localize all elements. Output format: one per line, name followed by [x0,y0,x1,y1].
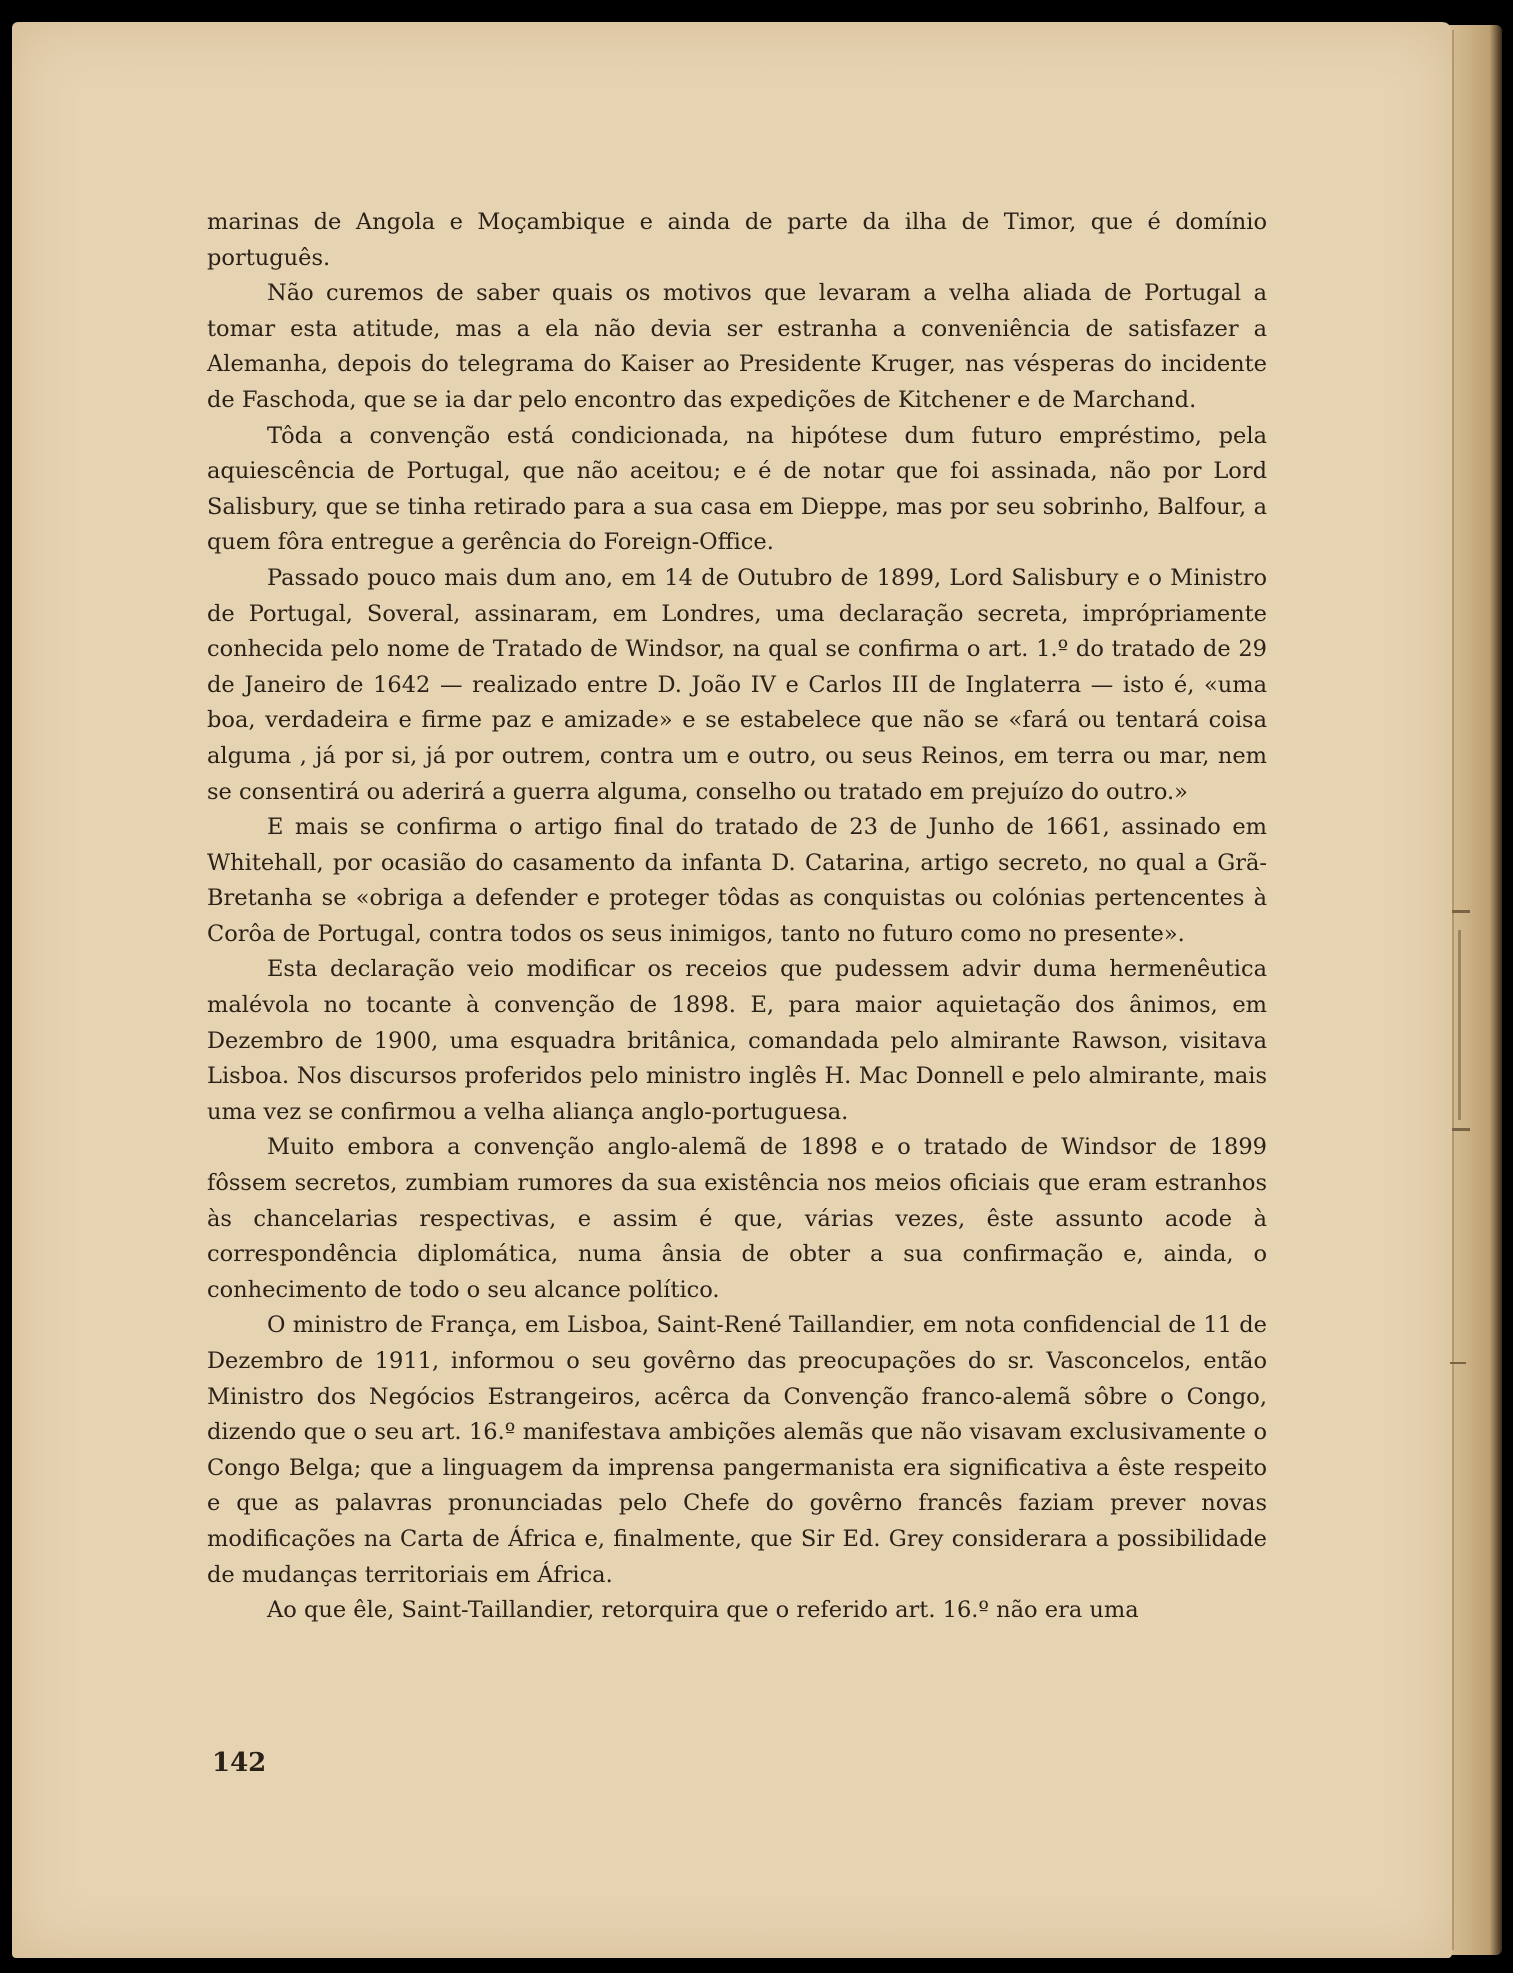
margin-mark-4 [1450,1362,1466,1364]
page-number: 142 [212,1748,267,1778]
margin-mark-1 [1452,910,1470,913]
paragraph-2: Não curemos de saber quais os motivos que levaram a velha aliada de Portugal a tomar esta atitude, mas a ela não devia ser estranha a conveniência de satisfazer a Alemanha, depois do telegrama do Kaiser ao Presidente Kruger, nas vésperas do incidente de Faschoda, que se ia dar pelo encontro das expedições de Kitchener e de Marchand. [207,280,1267,413]
paragraph-3: Tôda a convenção está condicionada, na hipótese dum futuro empréstimo, pela aquiescência de Portugal, que não aceitou; e é de notar que foi assinada, não por Lord Salisbury, que se tinha retirado para a sua casa em Dieppe, mas por seu sobrinho, Balfour, a quem fôra entregue a gerência do Foreign-Office. [207,422,1267,556]
paragraph-5: E mais se confirma o artigo final do tratado de 23 de Junho de 1661, assinado em Whitehall, por ocasião do casamento da infanta D. Catarina, artigo secreto, no qual a Grã-Bretanha se «obriga a defender e proteger tôdas as conquistas ou colónias pertencentes à Corôa de Portugal, contra todos os seus inimigos, tanto no futuro como no presente». [207,814,1267,947]
paragraph-1: marinas de Angola e Moçambique e ainda de parte da ilha de Timor, que é domínio português. [207,209,1267,271]
margin-mark-2 [1458,930,1461,1120]
body-text [207,205,1267,1629]
page-fold-line [1452,30,1454,1950]
paragraph-4: Passado pouco mais dum ano, em 14 de Outubro de 1899, Lord Salisbury e o Ministro de Portugal, Soveral, assinaram, em Londres, uma declaração secreta, imprópriamente conhecida pelo nome de Tratado de Windsor, na qual se confirma o art. 1.º do tratado de 29 de Janeiro de 1642 — realizado entre D. João IV e Carlos III de Inglaterra — isto é, «uma boa, verdadeira e firme paz e amizade» e se estabelece que não se «fará ou tentará coisa alguma , já por si, já por outrem, contra um e outro, ou seus Reinos, em terra ou mar, nem se consentirá ou aderirá a guerra alguma, conselho ou tratado em prejuízo do outro.» [207,564,1267,805]
paragraph-7: Muito embora a convenção anglo-alemã de 1898 e o tratado de Windsor de 1899 fôssem secretos, zumbiam rumores da sua existência nos meios oficiais que eram estranhos às chancelarias respectivas, e assim é que, várias vezes, êste assunto acode à correspondência diplomática, numa ânsia de obter a sua confirmação e, ainda, o conhecimento de todo o seu alcance político. [207,1134,1267,1303]
paragraph-8: O ministro de França, em Lisboa, Saint-René Taillandier, em nota confidencial de 11 de Dezembro de 1911, informou o seu govêrno das preocupações do sr. Vasconcelos, então Ministro dos Negócios Estrangeiros, acêrca da Convenção franco-alemã sôbre o Congo, dizendo que o seu art. 16.º manifestava ambições alemãs que não visavam exclusivamente o Congo Belga; que a linguagem da imprensa pangermanista era significativa a êste respeito e que as palavras pronunciadas pelo Chefe do govêrno francês faziam prever novas modificações na Carta de África e, finalmente, que Sir Ed. Grey considerara a possibilidade de mudanças territoriais em África. [207,1312,1267,1588]
paragraph-6: Esta declaração veio modificar os receios que pudessem advir duma hermenêutica malévola no tocante à convenção de 1898. E, para maior aquietação dos ânimos, em Dezembro de 1900, uma esquadra britânica, comandada pelo almirante Rawson, visitava Lisboa. Nos discursos proferidos pelo ministro inglês H. Mac Donnell e pelo almirante, mais uma vez se confirmou a velha aliança anglo-portuguesa. [207,956,1267,1125]
paragraph-9: Ao que êle, Saint-Taillandier, retorquira que o referido art. 16.º não era uma [267,1597,1139,1624]
margin-mark-3 [1452,1128,1470,1131]
